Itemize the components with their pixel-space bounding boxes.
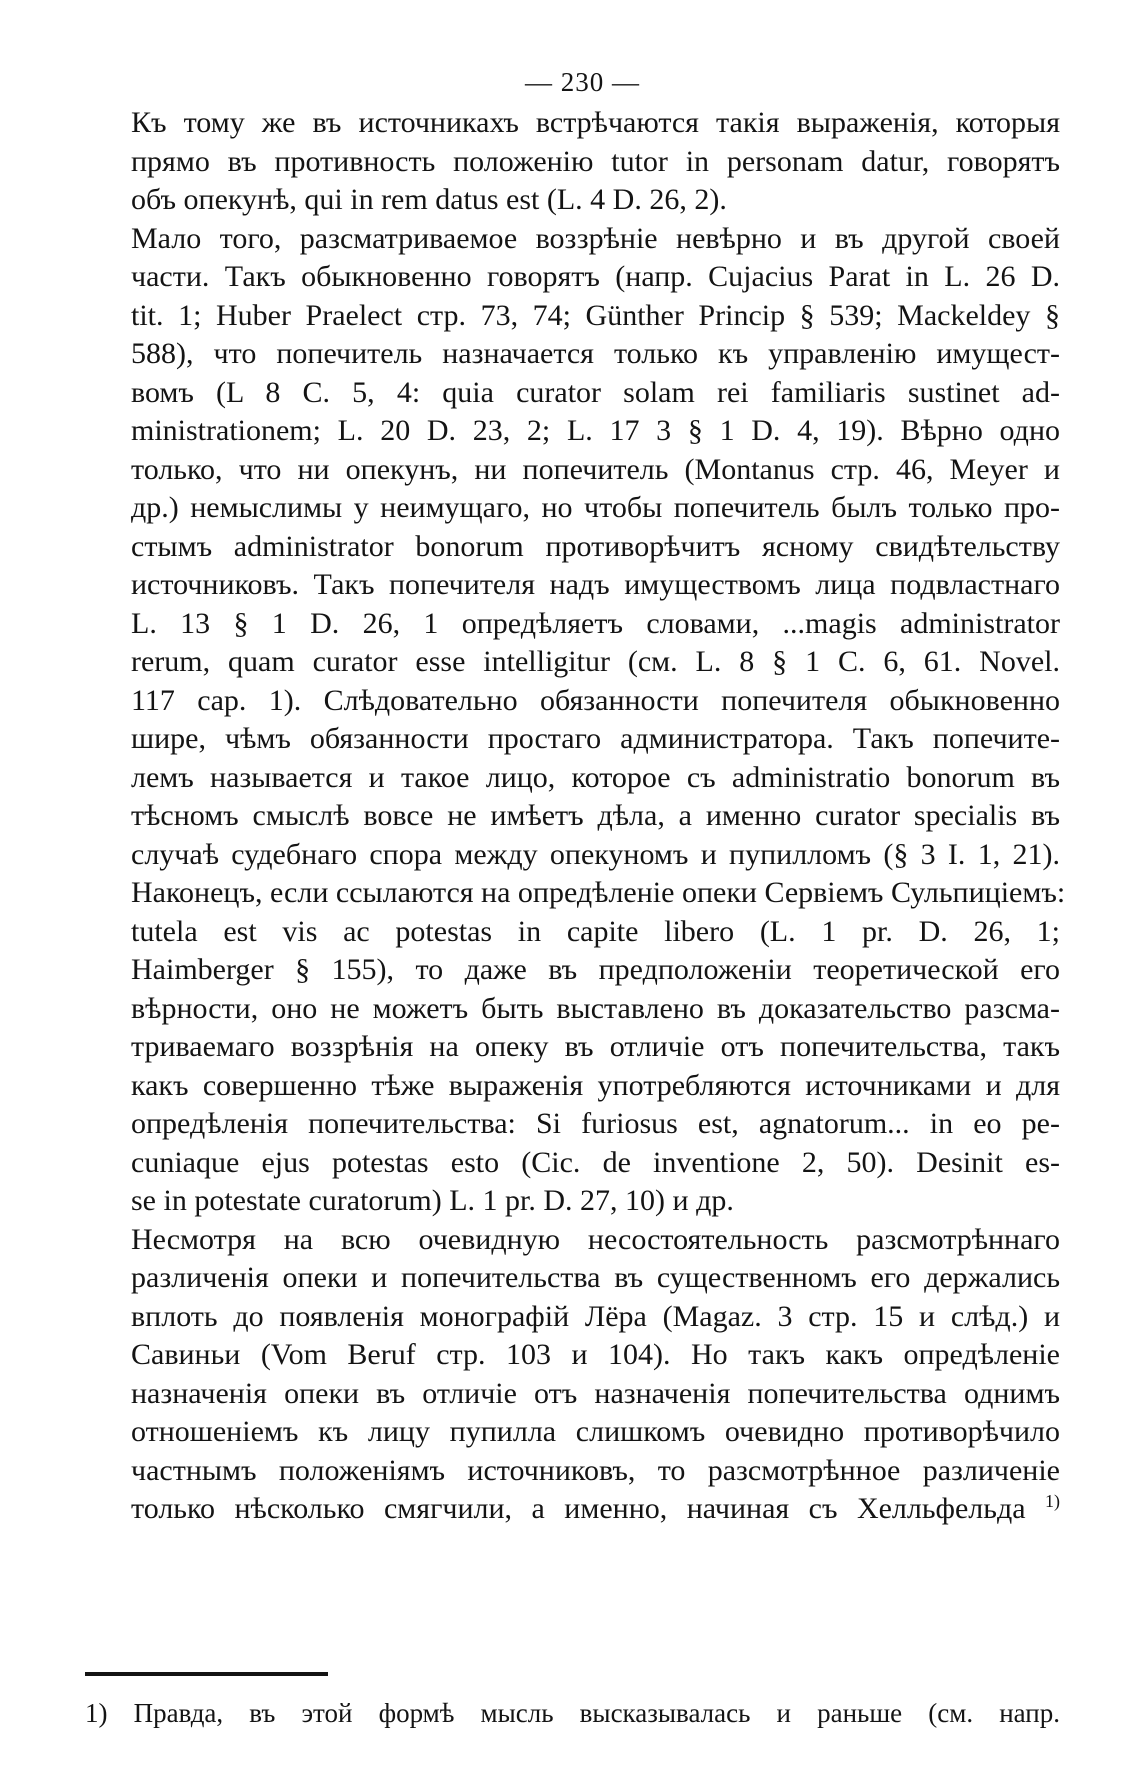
text-line: L. 13 § 1 D. 26, 1 опредѣляетъ словами, ...magis administrator (131, 606, 1060, 640)
footnote (85, 1695, 1060, 1731)
text-line: части. Такъ обыкновенно говорятъ (напр. Cujacius Parat in L. 26 D. (131, 260, 1060, 293)
text-line: случаѣ судебнаго спора между опекуномъ и пупилломъ (§ 3 I. 1, 21). (131, 837, 1060, 871)
text-line: лемъ называется и такое лицо, которое съ administratio bonorum въ (131, 760, 1060, 794)
footnote-text: Правда, въ этой формѣ мысль высказывалась и раньше (см. напр. (133, 1698, 1060, 1728)
text-line: tutela est vis ac potestas in capite libero (L. 1 pr. D. 26, 1; (131, 914, 1060, 948)
text-line: Наконецъ, если ссылаются на опредѣленіе опеки Сервіемъ Сульпиціемъ: (131, 876, 1066, 909)
text-line: тѣсномъ смыслѣ вовсе не имѣетъ дѣла, а именно curator specialis въ (131, 799, 1060, 832)
page-number: — 230 — (525, 67, 640, 97)
text-line: различенія опеки и попечительства въ существенномъ его держались (131, 1261, 1060, 1294)
text-line: назначенія опеки въ отличіе отъ назначенія попечительства однимъ (131, 1376, 1060, 1410)
text-line: источниковъ. Такъ попечителя надъ имуществомъ лица подвластнаго (131, 568, 1060, 601)
text-line: прямо въ противность положенію tutor in personam datur, говорятъ (131, 144, 1060, 178)
footnote-separator (85, 1672, 328, 1676)
text-line: шире, чѣмъ обязанности простаго администратора. Такъ попечите- (131, 722, 1060, 755)
text-line: rerum, quam curator esse intelligitur (см. L. 8 § 1 C. 6, 61. Novel. (131, 645, 1060, 678)
paragraph-2 (85, 220, 1066, 1221)
text-line: ministrationem; L. 20 D. 23, 2; L. 17 3 § 1 D. 4, 19). Вѣрно одно (131, 414, 1060, 447)
text-line: опредѣленія попечительства: Si furiosus est, agnatorum... in eo pe- (131, 1107, 1060, 1140)
text-line: какъ совершенно тѣже выраженія употребляются источниками и для (131, 1068, 1060, 1102)
footnote-marker: 1) (85, 1698, 108, 1728)
text-line: 588), что попечитель назначается только къ управленію имущест- (131, 337, 1060, 370)
text-line: 117 cap. 1). Слѣдовательно обязанности попечителя обыкновенно (131, 683, 1060, 717)
text-line: se in potestate curatorum) L. 1 pr. D. 27, 10) и др. (131, 1184, 734, 1217)
text-line: только, что ни опекунъ, ни попечитель (Montanus стр. 46, Meyer и (131, 452, 1060, 486)
text-line: Мало того, разсматриваемое воззрѣніе невѣрно и въ другой своей (131, 221, 1060, 255)
text-line: Haimberger § 155), то даже въ предположеніи теоретической его (131, 953, 1060, 986)
text-line: вѣрности, оно не можетъ быть выставлено въ доказательство разсма- (131, 991, 1060, 1025)
text-line: вомъ (L 8 C. 5, 4: quia curator solam rei familiaris sustinet ad- (131, 375, 1060, 409)
text-line: tit. 1; Huber Praelect стр. 73, 74; Günther Princip § 539; Mackeldey § (131, 298, 1060, 332)
text-line: Къ тому же въ источникахъ встрѣчаются такія выраженія, которыя (131, 106, 1060, 139)
text-line: триваемаго воззрѣнія на опеку въ отличіе отъ попечительства, такъ (131, 1030, 1060, 1063)
text-line: частнымъ положеніямъ источниковъ, то разсмотрѣнное различеніе (131, 1453, 1060, 1487)
text-line: Несмотря на всю очевидную несостоятельность разсмотрѣннаго (131, 1222, 1060, 1256)
text-line: Савиньи (Vom Beruf стр. 103 и 104). Но такъ какъ опредѣленіе (131, 1338, 1060, 1371)
text-line: объ опекунѣ, qui in rem datus est (L. 4 D. 26, 2). (131, 183, 727, 216)
text-line: стымъ administrator bonorum противорѣчитъ ясному свидѣтельству (131, 529, 1060, 563)
paragraph-1 (85, 104, 1060, 220)
text-line: отношеніемъ къ лицу пупилла слишкомъ очевидно противорѣчило (131, 1415, 1060, 1448)
text-line-body: только нѣсколько смягчили, а именно, начиная съ Хелльфельда (131, 1492, 1026, 1525)
text-line: cuniaque ejus potestas esto (Cic. de inventione 2, 50). Desinit es- (131, 1145, 1060, 1179)
text-line-with-footnote (85, 1490, 1060, 1529)
text-line: др.) немыслимы у неимущаго, но чтобы попечитель былъ только про- (131, 491, 1060, 524)
book-page (85, 60, 1066, 1728)
text-line: вплоть до появленія монографій Лёра (Magaz. 3 стр. 15 и слѣд.) и (131, 1299, 1060, 1333)
footnote-reference: 1) (1045, 1491, 1060, 1511)
paragraph-3 (85, 1221, 1060, 1529)
